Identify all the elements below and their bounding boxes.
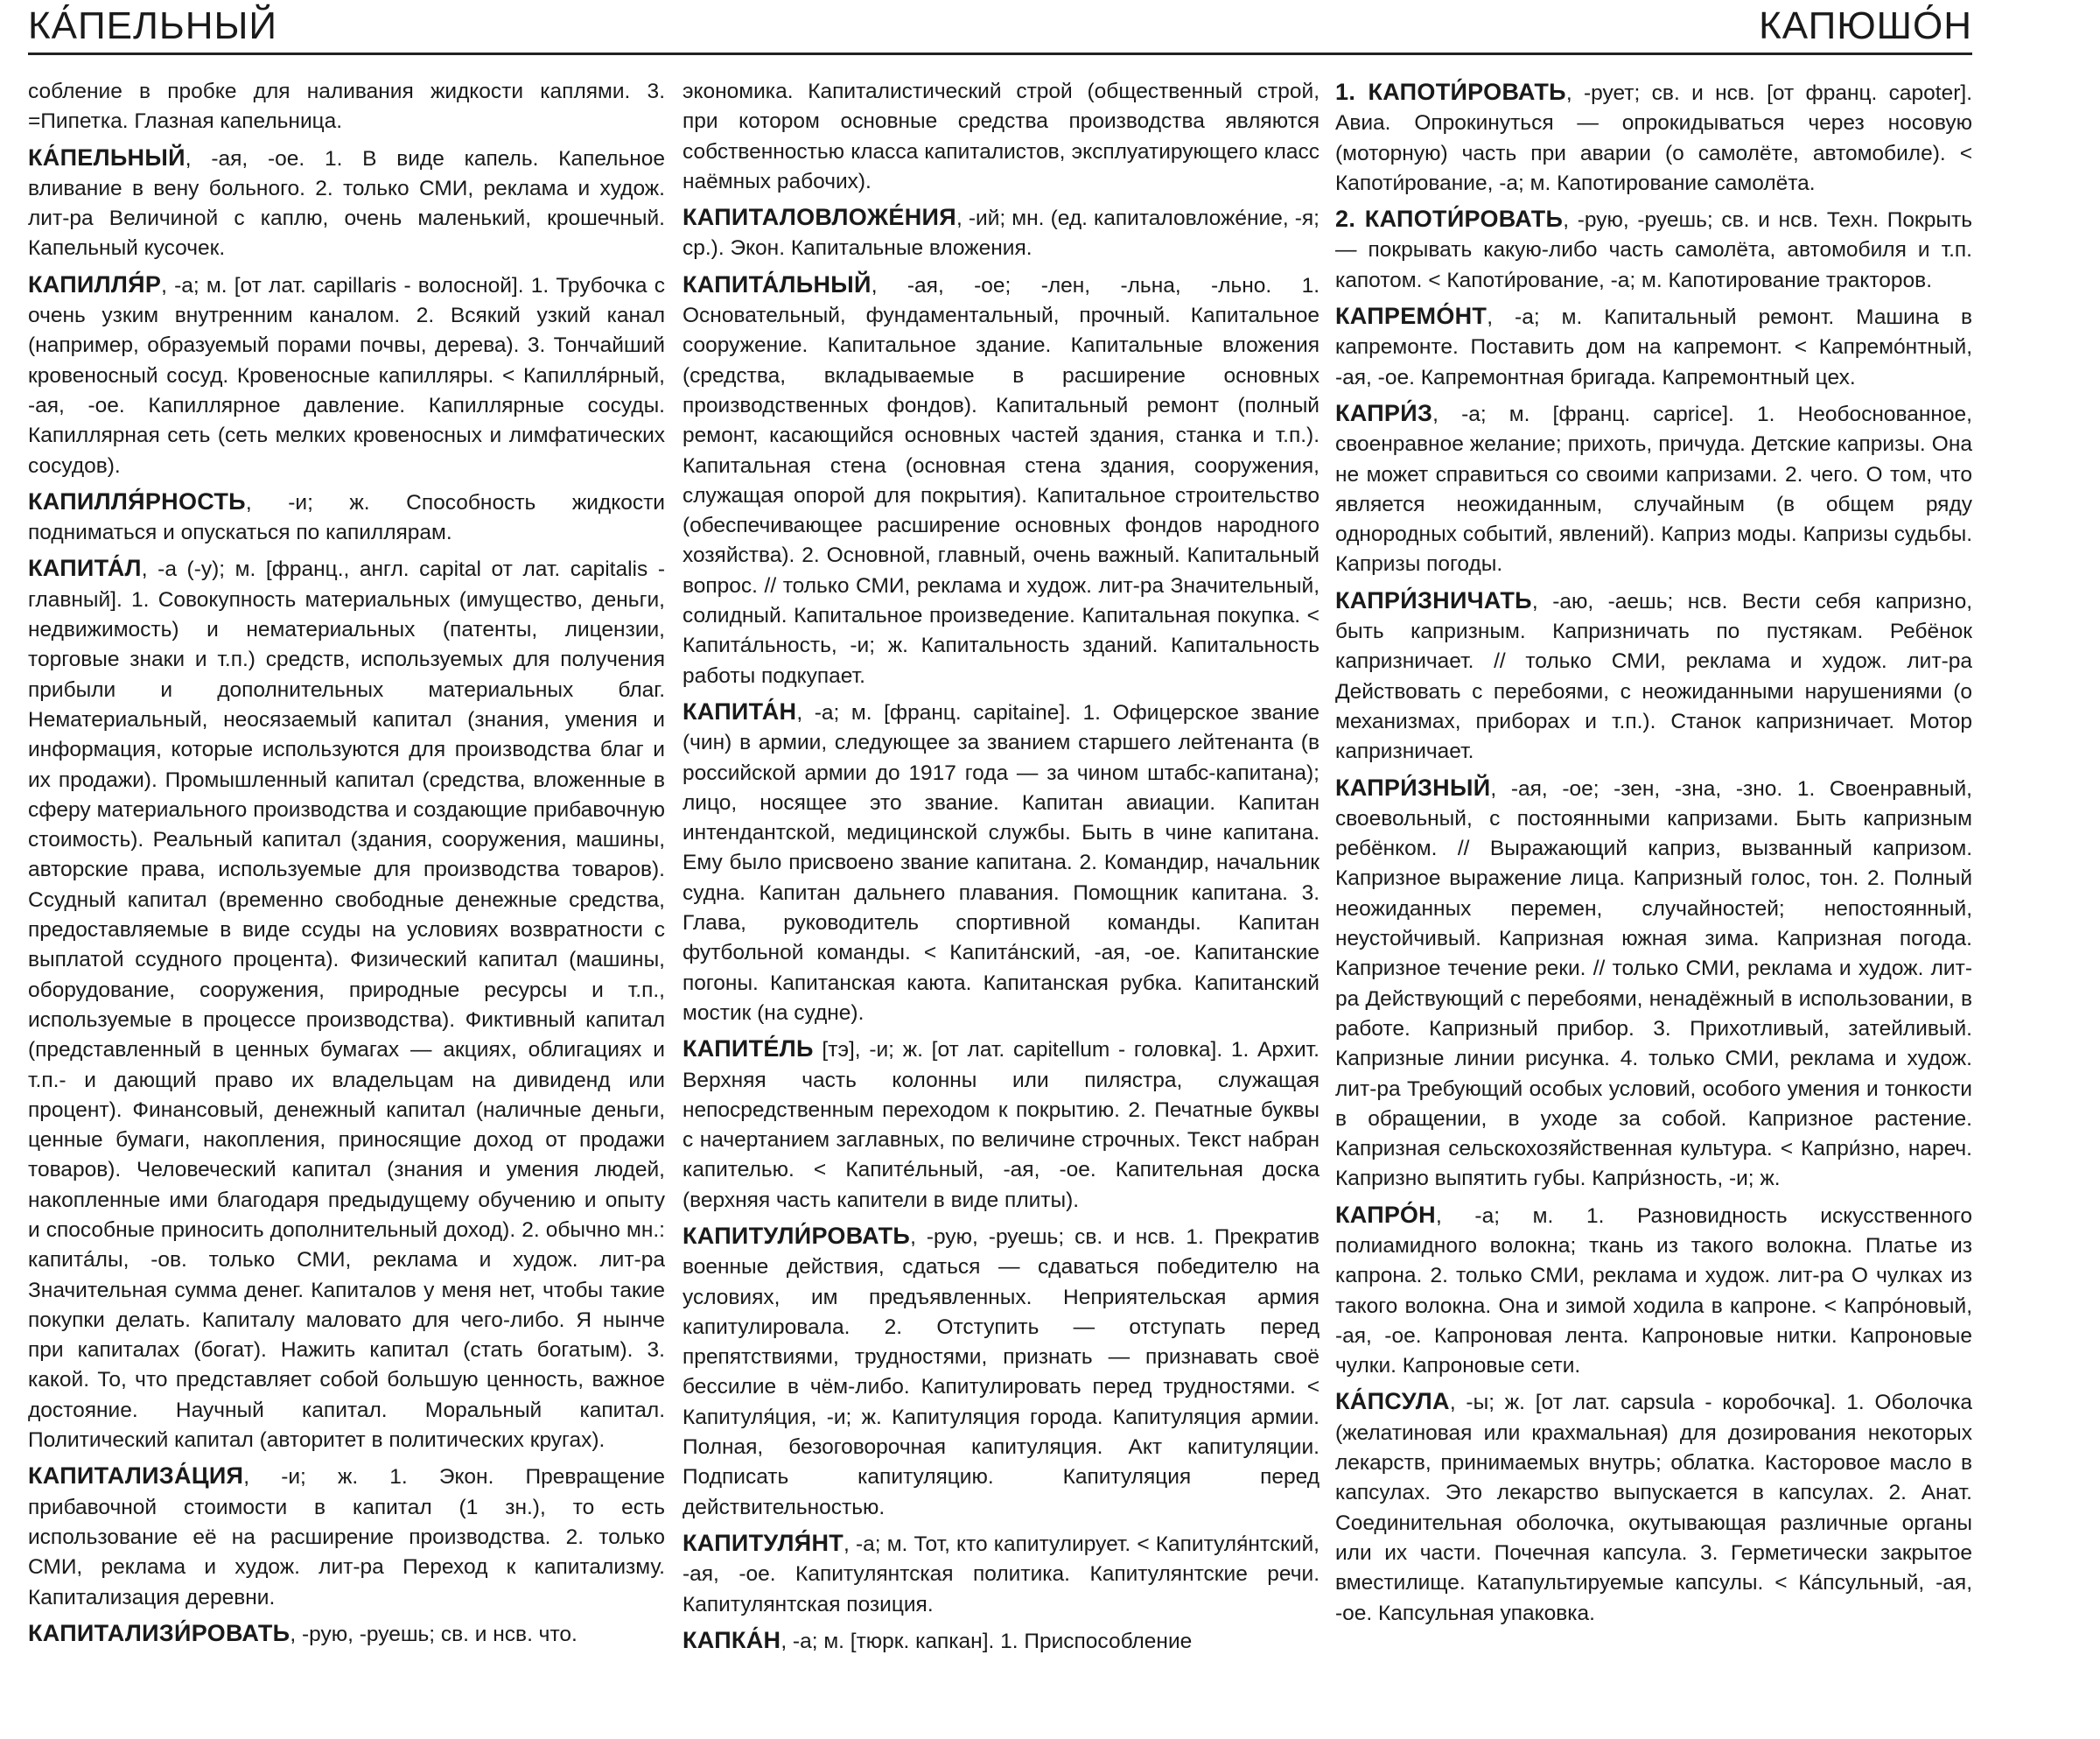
entry-headword: КАПИТУЛЯ́НТ: [682, 1529, 844, 1556]
entry-definition: , -а; м. [франц. caprice]. 1. Необоснованное, своенравное желание; прихоть, причуда. Детские капризы. Она не может справиться со своими капризами. 2. чего. О том, что является неожиданным, случайным (в общем ряду однородных событий, явлений). Каприз моды. Капризы судьбы. Капризы погоды.: [1335, 402, 1972, 577]
dictionary-entry: [1335, 204, 1972, 296]
entry-headword: КАПИТЕ́ЛЬ: [682, 1035, 814, 1062]
entry-definition: , -ая, -ое; -зен, -зна, -зно. 1. Своенравный, своевольный, с постоянными капризами. Быть капризным ребёнком. // Выражающий каприз, вызванный капризом. Капризное выражение лица. Капризный голос, тон. 2. Полный неожиданных перемен, случайностей; непостоянный, неустойчивый. Капризная южная зима. Капризная погода. Капризное течение реки. // только СМИ, реклама и худож. лит-ра Действующий с перебоями, ненадёжный в использовании, в работе. Капризный прибор. 3. Прихотливый, затейливый. Капризные линии рисунка. 4. только СМИ, реклама и худож. лит-ра Требующий особых условий, особого умения и тонкости в обращении, в уходе за собой. Капризное растение. Капризная сельскохозяйственная культура. < Капри́зно, нареч. Капризно выпятить губы. Капри́зность, -и; ж.: [1335, 776, 1972, 1191]
entry-headword: 1. КАПОТИ́РОВАТЬ: [1335, 79, 1566, 105]
running-header: [28, 0, 1972, 55]
entry-definition: , -а; м. [франц. capitaine]. 1. Офицерское звание (чин) в армии, следующее за званием старшего лейтенанта (в российской армии до 1917 года — за чином штабс-капитана); лицо, носящее это звание. Капитан авиации. Капитан интендантской, медицинской службы. Быть в чине капитана. Ему было присвоено звание капитана. 2. Командир, начальник судна. Капитан дальнего плавания. Помощник капитана. 3. Глава, руководитель спортивной команды. Капитан футбольной команды. < Капита́нский, -ая, -ое. Капитанские погоны. Капитанская каюта. Капитанская рубка. Капитанский мостик (на судне).: [682, 700, 1320, 1025]
entry-definition: , -ая, -ое. 1. В виде капель. Капельное вливание в вену больного. 2. только СМИ, реклама и худож. лит-ра Величиной с каплю, очень маленький, крошечный. Капельный кусочек.: [28, 146, 665, 261]
entry-definition: , -а; м. [тюрк. капкан]. 1. Приспособление: [780, 1629, 1193, 1653]
left-running-headword: КА́ПЕЛЬНЫЙ: [28, 4, 278, 47]
dictionary-entry: [28, 487, 665, 549]
entry-headword: КАПРО́Н: [1335, 1201, 1436, 1228]
dictionary-entry: [682, 77, 1320, 197]
entry-headword: КАПРЕМО́НТ: [1335, 303, 1488, 330]
entry-definition: , -рует; св. и нсв. [от франц. capoter]. Авиа. Опрокинуться — опрокидываться через носовую (моторную) часть при аварии (о самолёте, автомобиле). < Капоти́рование, -а; м. Капотирование самолёта.: [1335, 81, 1972, 195]
dictionary-entry: [28, 143, 665, 264]
entry-definition: , -ы; ж. [от лат. capsula - коробочка]. 1. Оболочка (желатиновая или крахмальная) для дозирования некоторых лекарств, принимаемых внутрь; облатка. Касторовое масло в капсулах. Это лекарство выпускается в капсулах. 2. Анат. Соединительная оболочка, окутывающая различные органы или их части. Почечная капсула. 3. Герметически закрытое вместилище. Катапультируемые капсулы. < Ка́псульный, -ая, -ое. Капсульная упаковка.: [1335, 1391, 1972, 1625]
column-1: [28, 77, 665, 1735]
entry-headword: КАПИТАЛИЗИ́РОВАТЬ: [28, 1619, 290, 1646]
dictionary-entry: [1335, 586, 1972, 768]
entry-headword: КАПРИ́ЗНЫЙ: [1335, 774, 1491, 801]
entry-definition: [тэ], -и; ж. [от лат. capitellum - головка]. 1. Архит. Верхняя часть колонны или пилястра, служащая непосредственным переходом к покрытию. 2. Печатные буквы с начертанием заглавных, по величине строчных. Текст набран капителью. < Капите́льный, -ая, -ое. Капительная доска (верхняя часть капители в виде плиты).: [682, 1038, 1320, 1212]
entry-definition: , -и; ж. Способность жидкости подниматься и опускаться по капиллярам.: [28, 490, 665, 545]
right-running-headword: КАПЮШО́Н: [1759, 4, 1972, 47]
entry-definition: , -рую, -руешь; св. и нсв. Техн. Покрыть — покрывать какую-либо часть самолёта, автомобиля и т.п. капотом. < Капоти́рование, -а; м. Капотирование тракторов.: [1335, 208, 1972, 292]
dictionary-entry: [682, 1528, 1320, 1620]
dictionary-entry: [1335, 77, 1972, 199]
entry-definition: , -рую, -руешь; св. и нсв. что.: [290, 1622, 578, 1646]
entry-definition: , -ий; мн. (ед. капиталовложе́ние, -я; ср.). Экон. Капитальные вложения.: [682, 207, 1320, 261]
entry-headword: КАПИЛЛЯ́РНОСТЬ: [28, 487, 246, 515]
entry-headword: КАПИТА́Л: [28, 555, 142, 582]
column-2: [682, 77, 1320, 1735]
dictionary-entry: [1335, 1386, 1972, 1628]
dictionary-entry: [28, 1618, 665, 1650]
entry-headword: 2. КАПОТИ́РОВАТЬ: [1335, 206, 1564, 233]
dictionary-entry: [1335, 301, 1972, 393]
entry-definition: , -ая, -ое; -лен, -льна, -льно. 1. Основательный, фундаментальный, прочный. Капитальное сооружение. Капитальное здание. Капитальные вложения (средства, вкладываемые в расширение основных производственных фондов). Капитальный ремонт (полный ремонт, касающийся основных частей здания, станка и т.п.). Капитальная стена (основная стена здания, сооружения, служащая опорой для покрытия). Капитальное строительство (обеспечивающее расширение основных фондов народного хозяйства). 2. Основной, главный, очень важный. Капитальный вопрос. // только СМИ, реклама и худож. лит-ра Значительный, солидный. Капитальное произведение. Капитальная покупка. < Капита́льность, -и; ж. Капитальность зданий. Капитальность работы подкупает.: [682, 273, 1320, 688]
dictionary-entry: [682, 697, 1320, 1028]
entry-definition: , -аю, -аешь; нсв. Вести себя капризно, быть капризным. Капризничать по пустякам. Ребёнок капризничает. // только СМИ, реклама и худож. лит-ра Действовать с перебоями, с неожиданными нарушениями (о механизмах, приборах и т.п.). Станок капризничает. Мотор капризничает.: [1335, 589, 1972, 764]
entry-definition: , -а (-у); м. [франц., англ. capital от лат. capitalis - главный]. 1. Совокупность материальных (имущество, деньги, недвижимость) и нематериальных (патенты, лицензии, торговые знаки и т.п.) средств, используемых для получения прибыли и дополнительных материальных благ. Нематериальный, неосязаемый капитал (знания, умения и информация, которые используются для производства благ и их продажи). Промышленный капитал (средства, вложенные в сферу материального производства и создающие прибавочную стоимость). Реальный капитал (здания, сооружения, машины, авторские права, используемые для производства товаров). Ссудный капитал (временно свободные денежные средства, предоставляемые в виде ссуды на условиях возвратности с выплатой ссудного процента). Физический капитал (машины, оборудование, сооружения, природные ресурсы и т.п., используемые в процессе производства). Фиктивный капитал (представленный в ценных бумагах — акциях, облигациях и т.п.- и дающий право их владельцам на дивиденд или процент). Финансовый, денежный капитал (наличные деньги, ценные бумаги, накопления, приносящие доход от продажи товаров). Человеческий капитал (знания и умения людей, накопленные ими благодаря предыдущему обучению и опыту и способные приносить дополнительный доход). 2. обычно мн.: капитáлы, -ов. только СМИ, реклама и худож. лит-ра Значительная сумма денег. Капиталов у меня нет, чтобы такие покупки делать. Капиталу маловато для чего-либо. Я нынче при капиталах (богат). Нажить капитал (стать богатым). 3. какой. То, что представляет собой большую ценность, важное достояние. Научный капитал. Моральный капитал. Политический капитал (авторитет в политических кругах).: [28, 557, 665, 1453]
entry-headword: КАПИТУЛИ́РОВАТЬ: [682, 1222, 911, 1249]
entry-headword: КАПИТА́ЛЬНЫЙ: [682, 270, 872, 298]
dictionary-entry: [28, 77, 665, 137]
entry-definition: , -рую, -руешь; св. и нсв. 1. Прекратив военные действия, сдаться — сдаваться победителю на условиях, им предъявленных. Неприятельская армия капитулировала. 2. Отступить — отступать перед препятствиями, трудностями, признать — признавать своё бессилие в чём-либо. Капитулировать перед трудностями. < Капитуля́ция, -и; ж. Капитуляция города. Капитуляция армии. Полная, безоговорочная капитуляция. Акт капитуляции. Подписать капитуляцию. Капитуляция перед действительностью.: [682, 1224, 1320, 1519]
entry-definition: , -а; м. 1. Разновидность искусственного полиамидного волокна; ткань из такого волокна. Платье из капрона. 2. только СМИ, реклама и худож. лит-ра О чулках из такого волокна. Она и зимой ходила в капроне. < Капро́новый, -ая, -ое. Капроновая лента. Капроновые нитки. Капроновые чулки. Капроновые сети.: [1335, 1203, 1972, 1378]
entry-headword: КА́ПСУЛА: [1335, 1388, 1450, 1415]
entry-headword: КАПРИ́ЗНИЧАТЬ: [1335, 586, 1532, 614]
dictionary-entry: [28, 270, 665, 481]
entry-definition: собление в пробке для наливания жидкости каплями. 3. =Пипетка. Глазная капельница.: [28, 80, 665, 134]
dictionary-entry: [1335, 1200, 1972, 1382]
entry-definition: , -а; м. Тот, кто капитулирует. < Капитуля́нтский, -ая, -ое. Капитулянтская политика. Капитулянтские речи. Капитулянтская позиция.: [682, 1532, 1320, 1616]
entry-headword: КАПИТАЛОВЛОЖЕ́НИЯ: [682, 204, 956, 231]
dictionary-entry: [682, 1625, 1320, 1657]
entry-headword: КА́ПЕЛЬНЫЙ: [28, 144, 186, 171]
dictionary-entry: [1335, 398, 1972, 580]
entry-headword: КАПКА́Н: [682, 1626, 781, 1653]
entry-headword: КАПИТА́Н: [682, 698, 797, 725]
dictionary-entry: [682, 270, 1320, 691]
entry-headword: КАПИЛЛЯ́Р: [28, 270, 162, 298]
entry-definition: , -и; ж. 1. Экон. Превращение прибавочной стоимости в капитал (1 зн.), то есть использование её на расширение производства. 2. только СМИ, реклама и худож. лит-ра Переход к капитализму. Капитализация деревни.: [28, 1465, 665, 1609]
column-3: [1335, 77, 1972, 1735]
entry-definition: , -а; м. [от лат. capillaris - волосной]. 1. Трубочка с очень узким внутренним каналом. 2. Всякий узкий канал (например, образуемый порами почвы, дерева). 3. Тончайший кровеносный сосуд. Кровеносные капилляры. < Капилля́рный, -ая, -ое. Капиллярное давление. Капиллярные сосуды. Капиллярная сеть (сеть мелких кровеносных и лимфатических сосудов).: [28, 273, 665, 478]
entry-headword: КАПРИ́З: [1335, 399, 1433, 426]
dictionary-entry: [1335, 773, 1972, 1195]
dictionary-columns: [28, 77, 1972, 1735]
entry-definition: , -а; м. Капитальный ремонт. Машина в капремонте. Поставить дом на капремонт. < Капремо́нтный, -ая, -ое. Капремонтная бригада. Капремонтный цех.: [1335, 305, 1972, 389]
dictionary-entry: [28, 1461, 665, 1612]
dictionary-entry: [682, 202, 1320, 264]
entry-headword: КАПИТАЛИЗА́ЦИЯ: [28, 1462, 244, 1490]
dictionary-entry: [682, 1221, 1320, 1523]
dictionary-entry: [28, 553, 665, 1455]
dictionary-entry: [682, 1034, 1320, 1216]
entry-definition: экономика. Капиталистический строй (общественный строй, при котором основные средства производства являются собственностью класса капиталистов, эксплуатирующего класс наёмных рабочих).: [682, 80, 1320, 193]
